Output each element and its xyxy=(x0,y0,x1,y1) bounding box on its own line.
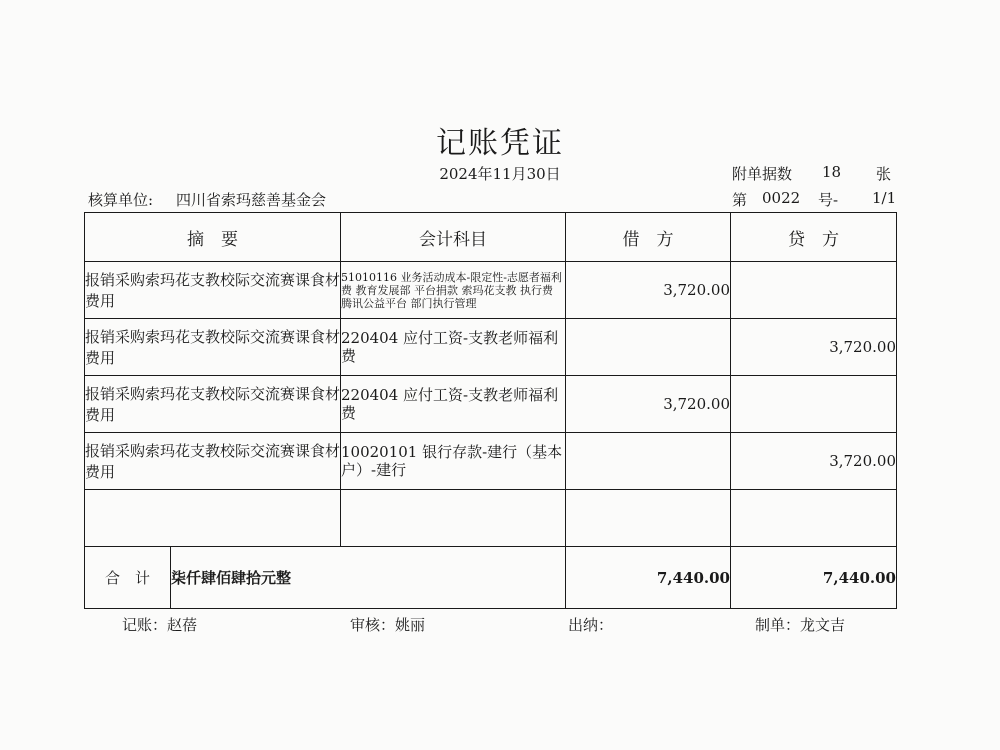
table-row xyxy=(85,376,897,433)
voucher-table xyxy=(84,212,897,609)
preparer-signature: 制单：龙文吉 xyxy=(755,616,846,634)
row-credit: 3,720.00 xyxy=(731,319,897,376)
empty-row xyxy=(85,490,897,547)
row-summary: 报销采购索玛花支教校际交流赛课食材费用 xyxy=(85,433,341,490)
bookkeeper-signature: 记账：赵蓓 xyxy=(122,616,198,634)
cashier-signature: 出纳： xyxy=(568,616,614,634)
voucher-number: 0022 xyxy=(762,189,801,207)
row-account xyxy=(341,490,566,547)
row-account: 220404 应付工资-支教老师福利费 xyxy=(341,376,566,433)
row-summary xyxy=(85,490,341,547)
attachments-label: 附单据数 xyxy=(732,165,793,183)
total-debit: 7,440.00 xyxy=(566,547,731,609)
header-summary: 摘 要 xyxy=(85,213,341,262)
row-debit: 3,720.00 xyxy=(566,262,731,319)
row-account: 10020101 银行存款-建行（基本户）-建行 xyxy=(341,433,566,490)
voucher-title: 记账凭证 xyxy=(436,126,564,161)
row-debit: 3,720.00 xyxy=(566,376,731,433)
header-debit: 借 方 xyxy=(566,213,731,262)
table-row xyxy=(85,262,897,319)
voucher-prefix: 第 xyxy=(732,191,748,209)
unit-value: 四川省索玛慈善基金会 xyxy=(176,191,327,209)
row-credit xyxy=(731,490,897,547)
attachments-unit: 张 xyxy=(876,165,892,183)
table-row xyxy=(85,319,897,376)
attachments-count: 18 xyxy=(822,163,842,181)
row-credit xyxy=(731,262,897,319)
total-words: 柒仟肆佰肆拾元整 xyxy=(171,547,566,609)
row-debit xyxy=(566,490,731,547)
row-summary: 报销采购索玛花支教校际交流赛课食材费用 xyxy=(85,376,341,433)
voucher-date: 2024年11月30日 xyxy=(439,165,561,183)
total-label: 合 计 xyxy=(85,547,171,609)
header-row xyxy=(85,213,897,262)
row-account: 220404 应付工资-支教老师福利费 xyxy=(341,319,566,376)
row-debit xyxy=(566,433,731,490)
total-row xyxy=(85,547,897,609)
table-row xyxy=(85,433,897,490)
header-credit: 贷 方 xyxy=(731,213,897,262)
row-account: 51010116 业务活动成本-限定性-志愿者福利费 教育发展部 平台捐款 索玛花支教 执行费 腾讯公益平台 部门执行管理 xyxy=(341,262,566,319)
unit-label: 核算单位: xyxy=(88,191,154,209)
row-summary: 报销采购索玛花支教校际交流赛课食材费用 xyxy=(85,262,341,319)
voucher-page: 1/1 xyxy=(872,189,897,207)
total-credit: 7,440.00 xyxy=(731,547,897,609)
reviewer-signature: 审核：姚丽 xyxy=(350,616,426,634)
voucher-suffix: 号- xyxy=(818,191,839,209)
header-account: 会计科目 xyxy=(341,213,566,262)
row-debit xyxy=(566,319,731,376)
row-credit xyxy=(731,376,897,433)
row-credit: 3,720.00 xyxy=(731,433,897,490)
row-summary: 报销采购索玛花支教校际交流赛课食材费用 xyxy=(85,319,341,376)
